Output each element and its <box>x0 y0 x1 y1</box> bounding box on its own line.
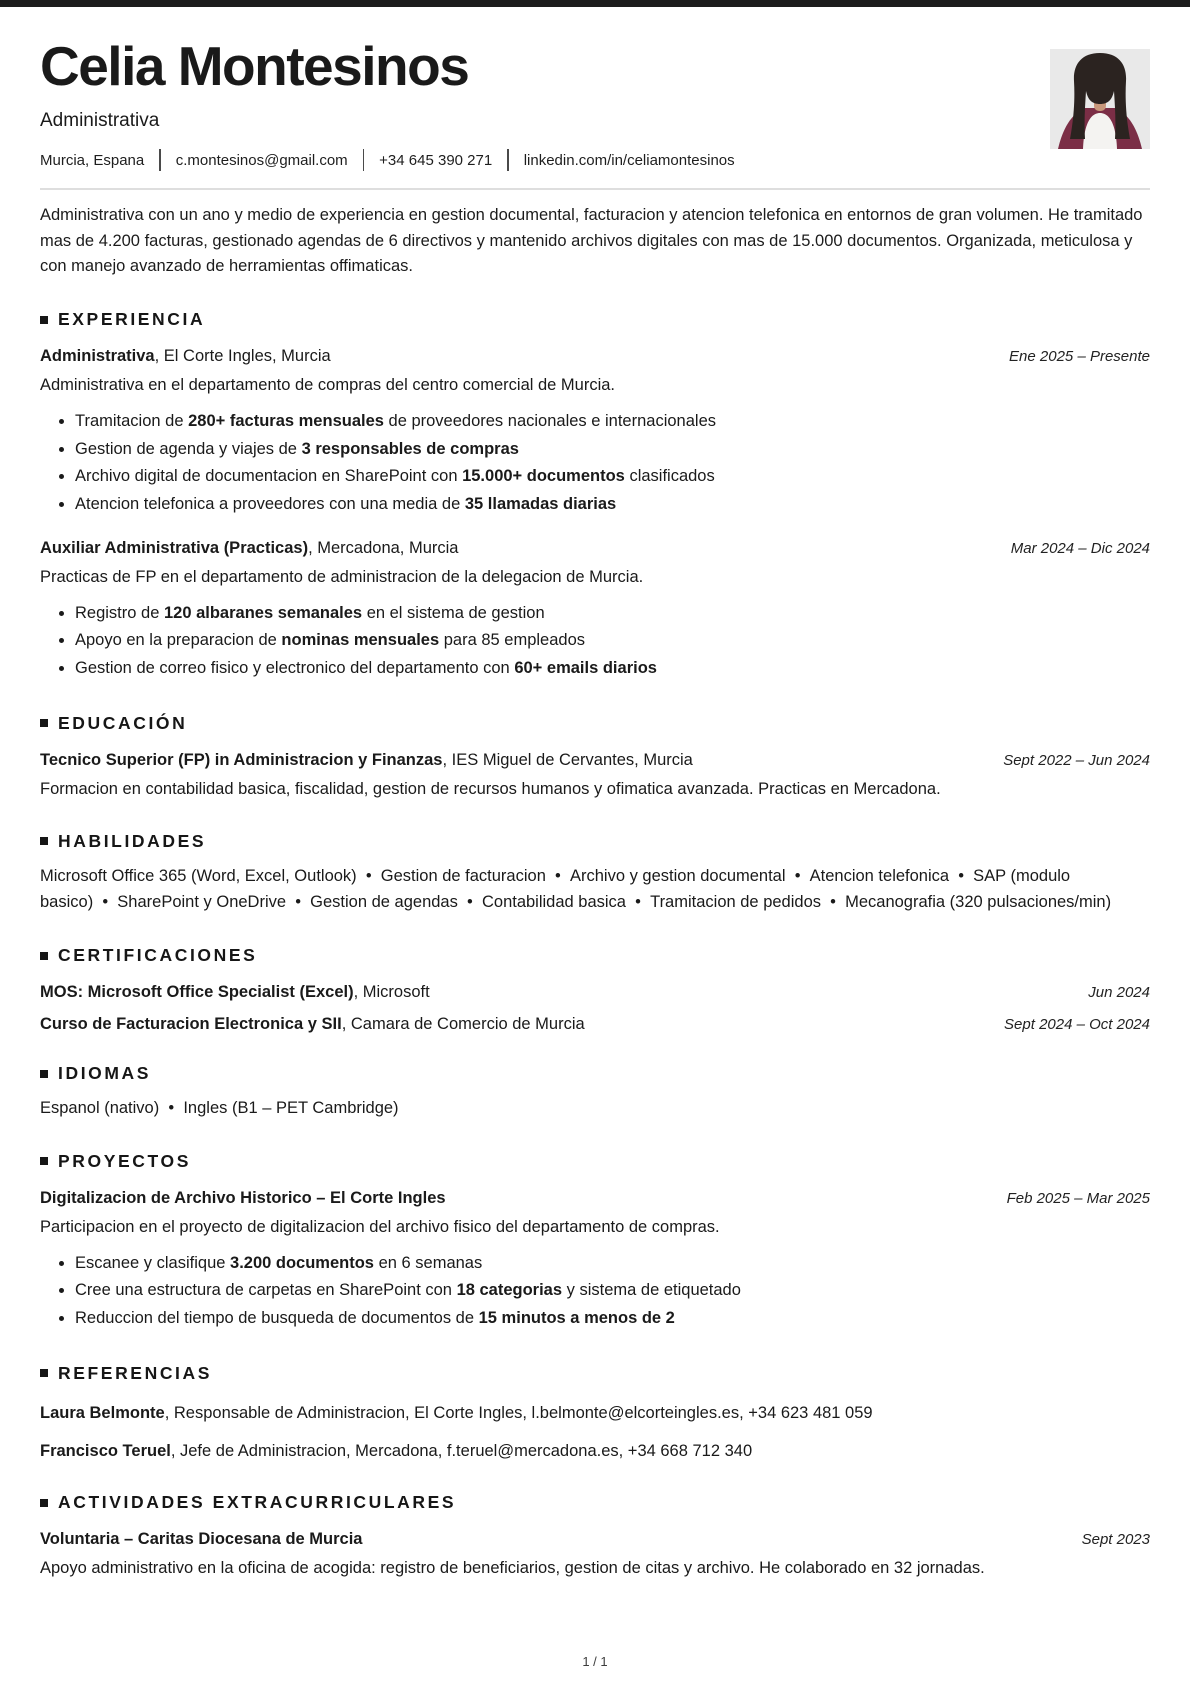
activity-date: Sept 2023 <box>1081 1531 1150 1549</box>
job-bullet-list <box>40 409 1150 517</box>
project-name: Digitalizacion de Archivo Historico – El Corte Ingles <box>40 1188 446 1207</box>
contact-separator <box>363 149 365 171</box>
section-bullet-square-icon <box>40 316 48 324</box>
activity-entry-header <box>40 1530 1150 1549</box>
activity-title-line <box>40 1530 380 1549</box>
header-divider <box>40 188 1150 190</box>
section-heading-educacion <box>40 713 1150 734</box>
certification-title-line <box>40 983 448 1002</box>
section-heading-actividades <box>40 1492 1150 1513</box>
bullet-item: • Escanee y clasifique 3.200 documentos en 6 semanas <box>75 1251 1150 1276</box>
activity-name: Voluntaria – Caritas Diocesana de Murcia <box>40 1530 363 1549</box>
certification-title-line <box>40 1015 603 1034</box>
bullet-item: • Cree una estructura de carpetas en SharePoint con 18 categorias y sistema de etiquetado <box>75 1278 1150 1303</box>
contact-linkedin: linkedin.com/in/celiamontesinos <box>523 151 735 169</box>
section-actividades <box>40 1492 1150 1581</box>
reference-name: Laura Belmonte <box>40 1403 165 1422</box>
reference-name: Francisco Teruel <box>40 1441 171 1460</box>
job-title-line <box>40 347 349 366</box>
project-bullet-list <box>40 1251 1150 1331</box>
section-referencias <box>40 1363 1150 1464</box>
contact-separator <box>507 149 509 171</box>
person-job-title: Administrativa <box>40 110 160 131</box>
job-company: , El Corte Ingles, Murcia <box>154 347 331 366</box>
project-date: Feb 2025 – Mar 2025 <box>1006 1189 1150 1207</box>
section-certificaciones <box>40 945 1150 1034</box>
section-bullet-square-icon <box>40 1157 48 1165</box>
contact-email: c.montesinos@gmail.com <box>175 151 348 169</box>
section-bullet-square-icon <box>40 1369 48 1377</box>
bullet-item: • Apoyo en la preparacion de nominas mensuales para 85 empleados <box>75 628 1150 653</box>
section-heading-experiencia <box>40 309 1150 330</box>
section-heading-label: EXPERIENCIA <box>58 309 206 330</box>
skills-list-text: Microsoft Office 365 (Word, Excel, Outlook) • Gestion de facturacion • Archivo y gestion documental • Atencion telefonica • SAP (modulo basico) • SharePoint y OneDrive • Gestion de agendas • Contabilidad basica • Tramitacion de pedidos • Mecanografia (320 pulsaciones/min) <box>40 866 1112 912</box>
job-date: Ene 2025 – Presente <box>1009 348 1150 366</box>
job-role: Auxiliar Administrativa (Practicas) <box>40 538 309 557</box>
job-role: Administrativa <box>40 347 155 366</box>
education-entry-header <box>40 751 1150 770</box>
project-title-line <box>40 1189 464 1208</box>
contact-phone: +34 645 390 271 <box>379 151 493 169</box>
contact-separator <box>159 149 161 171</box>
bullet-item: • Archivo digital de documentacion en SharePoint con 15.000+ documentos clasificados <box>75 464 1150 489</box>
resume-page <box>0 7 1190 1683</box>
section-bullet-square-icon <box>40 837 48 845</box>
job-description: Practicas de FP en el departamento de administracion de la delegacion de Murcia. <box>40 567 644 586</box>
section-heading-label: ACTIVIDADES EXTRACURRICULARES <box>58 1492 457 1513</box>
certification-name: Curso de Facturacion Electronica y SII <box>40 1015 342 1034</box>
job-bullet-list <box>40 601 1150 681</box>
section-experiencia <box>40 309 1150 684</box>
job-date: Mar 2024 – Dic 2024 <box>1010 539 1150 557</box>
certification-issuer: , Camara de Comercio de Murcia <box>341 1015 585 1034</box>
reference-details: , Jefe de Administracion, Mercadona, f.teruel@mercadona.es, +34 668 712 340 <box>170 1441 753 1460</box>
section-heading-referencias <box>40 1363 1150 1384</box>
section-heading-label: EDUCACIÓN <box>58 712 188 733</box>
project-entry-header <box>40 1189 1150 1208</box>
contact-row <box>40 149 735 171</box>
section-proyectos <box>40 1151 1150 1334</box>
section-bullet-square-icon <box>40 952 48 960</box>
top-accent-bar <box>0 0 1190 7</box>
education-date: Sept 2022 – Jun 2024 <box>1003 751 1150 769</box>
section-bullet-square-icon <box>40 1499 48 1507</box>
certification-name: MOS: Microsoft Office Specialist (Excel) <box>40 983 354 1002</box>
job-company: , Mercadona, Murcia <box>308 538 459 557</box>
section-heading-label: REFERENCIAS <box>58 1362 213 1383</box>
bullet-item: • Gestion de correo fisico y electronico del departamento con 60+ emails diarios <box>75 656 1150 681</box>
page-number-indicator: 1 / 1 <box>582 1654 608 1669</box>
profile-photo <box>1050 49 1150 149</box>
job-title-line <box>40 539 476 558</box>
education-title-line <box>40 751 711 770</box>
summary-paragraph: Administrativa con un ano y medio de experiencia en gestion documental, facturacion y atencion telefonica en entornos de gran volumen. He tramitado mas de 4.200 facturas, gestionado agendas de 6 directivos y mantenido archivos digitales con mas de 15.000 documentos. Organizada, meticulosa y con manejo avanzado de herramientas offimaticas. <box>40 206 1143 276</box>
project-description: Participacion en el proyecto de digitalizacion del archivo fisico del departamento de compras. <box>40 1217 720 1236</box>
section-heading-proyectos <box>40 1151 1150 1172</box>
resume-header <box>40 35 1150 171</box>
bullet-item: • Atencion telefonica a proveedores con una media de 35 llamadas diarias <box>75 492 1150 517</box>
header-identity <box>40 35 735 171</box>
bullet-item: • Gestion de agenda y viajes de 3 responsables de compras <box>75 437 1150 462</box>
education-school: , IES Miguel de Cervantes, Murcia <box>442 750 693 769</box>
bullet-item: • Registro de 120 albaranes semanales en el sistema de gestion <box>75 601 1150 626</box>
reference-line <box>40 1401 1150 1426</box>
section-educacion <box>40 713 1150 802</box>
certification-entry <box>40 1015 1150 1034</box>
job-description: Administrativa en el departamento de compras del centro comercial de Murcia. <box>40 376 616 395</box>
section-heading-habilidades <box>40 831 1150 852</box>
section-heading-label: CERTIFICACIONES <box>58 945 258 966</box>
job-entry-header <box>40 347 1150 366</box>
section-heading-label: HABILIDADES <box>58 830 207 851</box>
bullet-item: • Tramitacion de 280+ facturas mensuales de proveedores nacionales e internacionales <box>75 409 1150 434</box>
person-name: Celia Montesinos <box>40 35 469 97</box>
activity-description: Apoyo administrativo en la oficina de acogida: registro de beneficiarios, gestion de citas y archivo. He colaborado en 32 jornadas. <box>40 1559 985 1578</box>
languages-list-text: Espanol (nativo) • Ingles (B1 – PET Cambridge) <box>40 1099 399 1118</box>
certification-date: Jun 2024 <box>1088 984 1150 1002</box>
section-heading-label: PROYECTOS <box>58 1150 191 1171</box>
certification-entry <box>40 983 1150 1002</box>
education-description: Formacion en contabilidad basica, fiscalidad, gestion de recursos humanos y ofimatica avanzada. Practicas en Mercadona. <box>40 779 941 798</box>
section-bullet-square-icon <box>40 719 48 727</box>
section-heading-label: IDIOMAS <box>58 1063 152 1084</box>
certification-issuer: , Microsoft <box>353 983 430 1002</box>
section-bullet-square-icon <box>40 1070 48 1078</box>
job-entry-header <box>40 539 1150 558</box>
section-habilidades <box>40 831 1150 916</box>
section-idiomas <box>40 1063 1150 1122</box>
section-heading-certificaciones <box>40 945 1150 966</box>
reference-line <box>40 1439 1150 1464</box>
reference-details: , Responsable de Administracion, El Corte Ingles, l.belmonte@elcorteingles.es, +34 623 481 059 <box>164 1403 873 1422</box>
certification-date: Sept 2024 – Oct 2024 <box>1004 1016 1150 1034</box>
section-heading-idiomas <box>40 1063 1150 1084</box>
education-degree: Tecnico Superior (FP) in Administracion y Finanzas <box>40 750 443 769</box>
bullet-item: • Reduccion del tiempo de busqueda de documentos de 15 minutos a menos de 2 <box>75 1306 1150 1331</box>
contact-location: Murcia, Espana <box>40 151 145 169</box>
